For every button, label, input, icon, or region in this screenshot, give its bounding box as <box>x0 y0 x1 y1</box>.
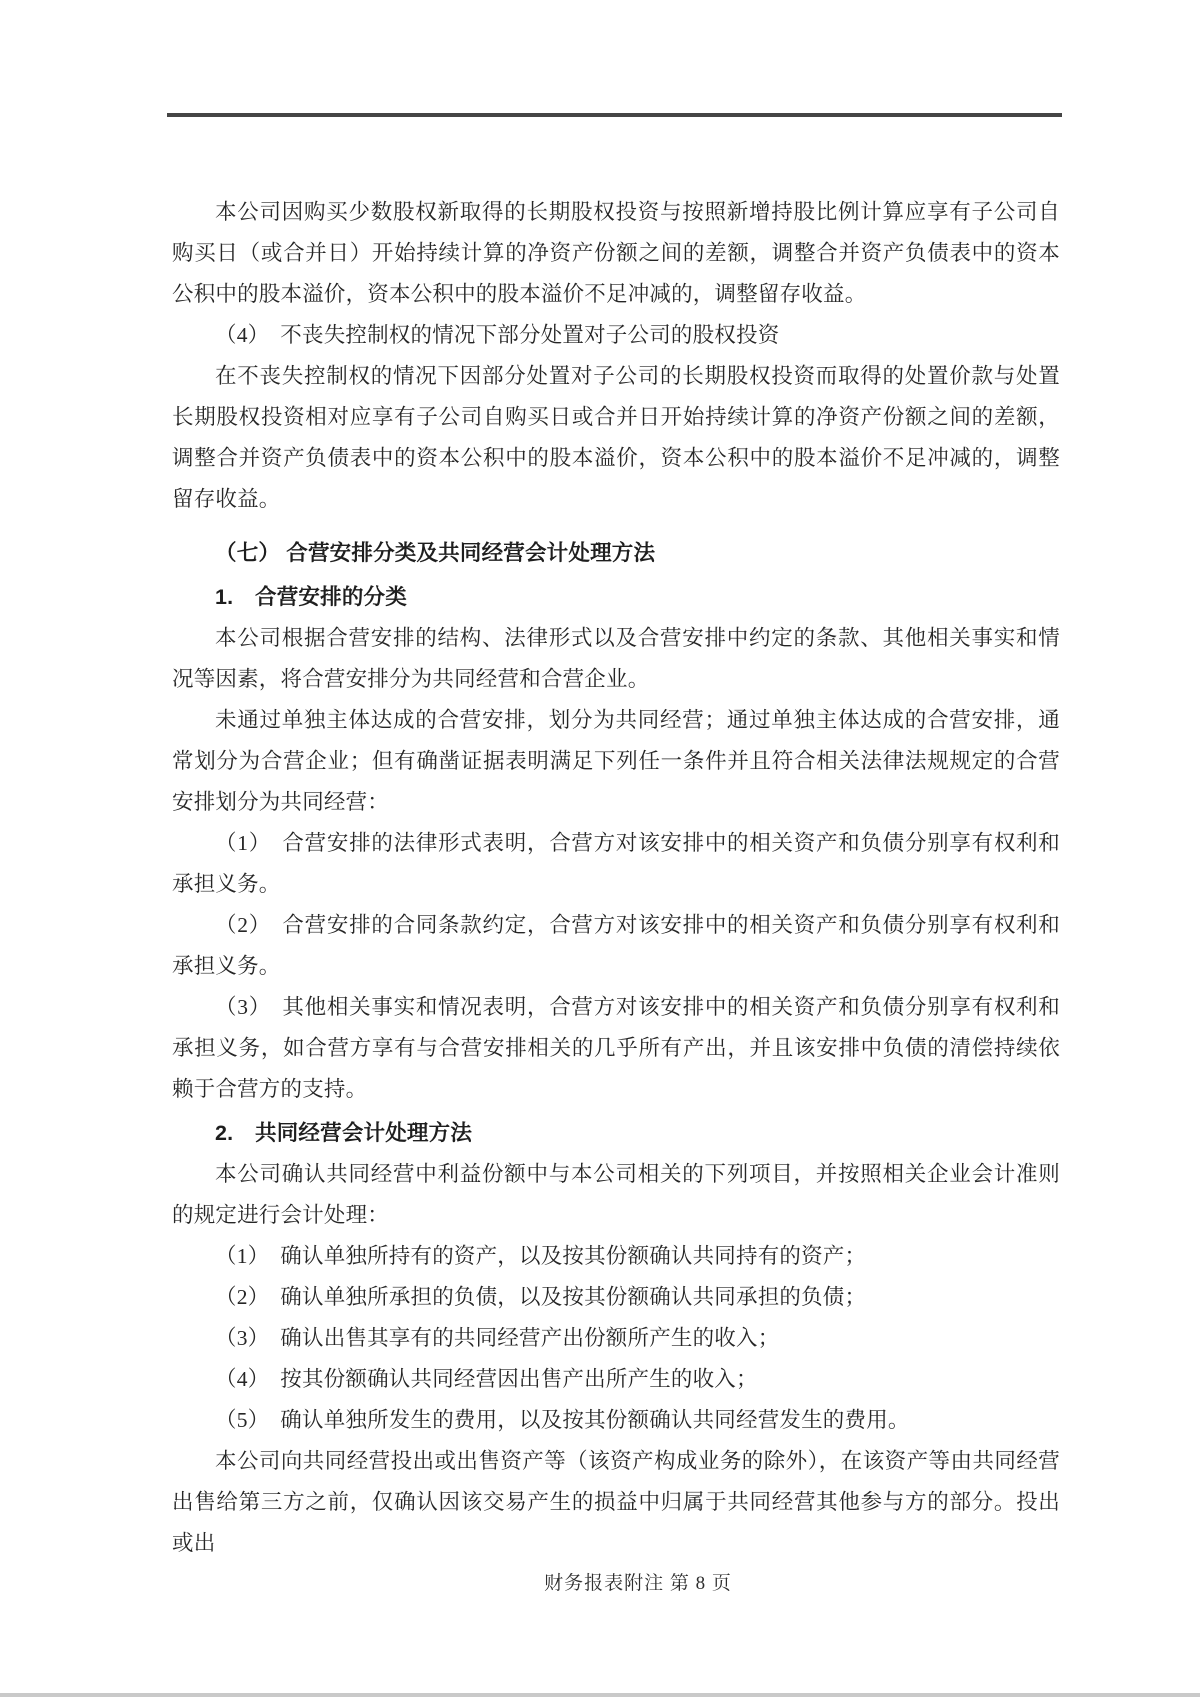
subsection-heading: 1. 合营安排的分类 <box>215 585 407 609</box>
scan-bottom-edge <box>0 1693 1200 1697</box>
paragraph: 本公司向共同经营投出或出售资产等（该资产构成业务的除外），在该资产等由共同经营出售给第三方之前，仅确认因该交易产生的损益中归属于共同经营其他参与方的部分。投出或出 <box>172 1449 1060 1555</box>
numbered-item: （3） 其他相关事实和情况表明，合营方对该安排中的相关资产和负债分别享有权利和承担义务，如合营方享有与合营安排相关的几乎所有产出，并且该安排中负债的清偿持续依赖于合营方的支持。 <box>172 995 1060 1101</box>
numbered-item: （1） 确认单独所持有的资产，以及按其份额确认共同持有的资产； <box>215 1244 867 1268</box>
numbered-item: （5） 确认单独所发生的费用，以及按其份额确认共同经营发生的费用。 <box>215 1408 910 1432</box>
paragraph: 在不丧失控制权的情况下因部分处置对子公司的长期股权投资而取得的处置价款与处置长期股权投资相对应享有子公司自购买日或合并日开始持续计算的净资产份额之间的差额，调整合并资产负债表中的资本公积中的股本溢价，资本公积中的股本溢价不足冲减的，调整留存收益。 <box>172 364 1060 511</box>
numbered-item: （2） 合营安排的合同条款约定，合营方对该安排中的相关资产和负债分别享有权利和承担义务。 <box>172 913 1060 978</box>
paragraph: 本公司确认共同经营中利益份额中与本公司相关的下列项目，并按照相关企业会计准则的规定进行会计处理： <box>172 1162 1060 1227</box>
paragraph: 未通过单独主体达成的合营安排，划分为共同经营；通过单独主体达成的合营安排，通常划分为合营企业；但有确凿证据表明满足下列任一条件并且符合相关法律法规规定的合营安排划分为共同经营： <box>172 708 1060 814</box>
numbered-item: （4） 按其份额确认共同经营因出售产出所产生的收入； <box>215 1367 758 1391</box>
numbered-item: （2） 确认单独所承担的负债，以及按其份额确认共同承担的负债； <box>215 1285 867 1309</box>
numbered-item: （4） 不丧失控制权的情况下部分处置对子公司的股权投资 <box>215 323 780 347</box>
header-rule <box>167 113 1062 117</box>
subsection-heading: 2. 共同经营会计处理方法 <box>215 1121 473 1145</box>
numbered-item: （1） 合营安排的法律形式表明，合营方对该安排中的相关资产和负债分别享有权利和承担义务。 <box>172 831 1060 896</box>
section-heading: （七） 合营安排分类及共同经营会计处理方法 <box>215 541 656 565</box>
page-footer: 财务报表附注 第 8 页 <box>544 1573 732 1594</box>
numbered-item: （3） 确认出售其享有的共同经营产出份额所产生的收入； <box>215 1326 780 1350</box>
paragraph: 本公司因购买少数股权新取得的长期股权投资与按照新增持股比例计算应享有子公司自购买日（或合并日）开始持续计算的净资产份额之间的差额，调整合并资产负债表中的资本公积中的股本溢价，资本公积中的股本溢价不足冲减的，调整留存收益。 <box>172 200 1060 306</box>
paragraph: 本公司根据合营安排的结构、法律形式以及合营安排中约定的条款、其他相关事实和情况等因素，将合营安排分为共同经营和合营企业。 <box>172 626 1060 691</box>
document-body <box>172 192 1060 1564</box>
